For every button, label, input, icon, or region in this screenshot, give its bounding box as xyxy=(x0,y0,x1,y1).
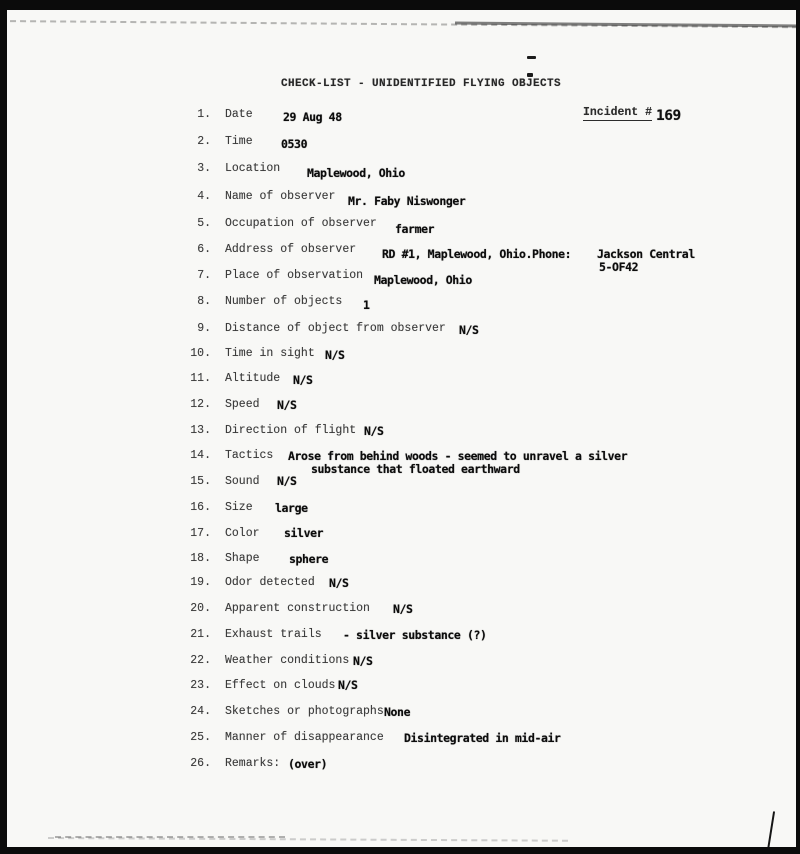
item-label: Effect on clouds xyxy=(225,679,336,692)
item-label: Color xyxy=(225,527,260,540)
item-number: 20. xyxy=(190,602,211,615)
item-value: N/S xyxy=(459,323,479,337)
item-value: farmer xyxy=(395,222,435,236)
item-label: Occupation of observer xyxy=(225,217,377,230)
scan-border-left xyxy=(0,0,7,854)
item-value: Mr. Faby Niswonger xyxy=(348,194,466,208)
item-value: N/S xyxy=(277,474,297,488)
checklist-item-time xyxy=(0,135,800,157)
item-value: large xyxy=(275,501,308,515)
item-value: Maplewood, Ohio xyxy=(374,273,472,287)
item-number: 6. xyxy=(197,243,211,256)
item-value: None xyxy=(384,705,411,719)
item-value: sphere xyxy=(289,552,329,566)
checklist-item-number-objects xyxy=(0,295,800,317)
checklist-item-speed xyxy=(0,398,800,420)
checklist-item-color xyxy=(0,527,800,549)
item-number: 14. xyxy=(190,449,211,462)
item-number: 11. xyxy=(190,372,211,385)
item-label: Odor detected xyxy=(225,576,315,589)
checklist-item-occupation xyxy=(0,217,800,239)
item-label: Manner of disappearance xyxy=(225,731,384,744)
item-value: 29 Aug 48 xyxy=(283,110,342,124)
item-label: Sketches or photographs xyxy=(225,705,384,718)
item-number: 2. xyxy=(197,135,211,148)
item-value: N/S xyxy=(325,348,345,362)
item-number: 18. xyxy=(190,552,211,565)
item-value-phone-exchange: Jackson Central xyxy=(597,247,695,261)
item-label: Name of observer xyxy=(225,190,336,203)
checklist-item-distance xyxy=(0,322,800,344)
scan-streak-bottom-dark xyxy=(55,836,285,838)
scan-speck xyxy=(527,56,536,59)
incident-label: Incident # xyxy=(583,106,653,119)
item-label: Altitude xyxy=(225,372,281,385)
item-value: silver xyxy=(284,526,324,540)
item-value: N/S xyxy=(353,654,373,668)
checklist-item-address xyxy=(0,243,800,274)
item-number: 12. xyxy=(190,398,211,411)
item-number: 1. xyxy=(197,108,211,121)
checklist-item-shape xyxy=(0,552,800,574)
checklist-item-sound xyxy=(0,475,800,497)
scan-stroke-bottom-right xyxy=(767,811,775,851)
item-label: Weather conditions xyxy=(225,654,350,667)
item-number: 7. xyxy=(197,269,211,282)
item-label: Exhaust trails xyxy=(225,628,322,641)
item-label: Time xyxy=(225,135,253,148)
item-number: 17. xyxy=(190,527,211,540)
checklist-item-place xyxy=(0,269,800,291)
item-value-phone-number: 5-OF42 xyxy=(599,260,639,274)
checklist-item-time-in-sight xyxy=(0,347,800,369)
checklist-item-tactics xyxy=(0,449,800,476)
item-number: 8. xyxy=(197,295,211,308)
checklist-item-observer-name xyxy=(0,190,800,212)
item-value: N/S xyxy=(329,576,349,590)
item-value: Disintegrated in mid-air xyxy=(404,731,561,745)
item-label: Tactics xyxy=(225,449,274,462)
item-label: Date xyxy=(225,108,253,121)
document-title: CHECK-LIST - UNIDENTIFIED FLYING OBJECTS xyxy=(281,78,562,90)
item-number: 25. xyxy=(190,731,211,744)
item-number: 26. xyxy=(190,757,211,770)
item-label: Distance of object from observer xyxy=(225,322,446,335)
checklist-item-clouds xyxy=(0,679,800,701)
item-value: 1 xyxy=(363,298,370,312)
item-label: Place of observation xyxy=(225,269,364,282)
item-label: Time in sight xyxy=(225,347,315,360)
item-value: N/S xyxy=(293,373,313,387)
checklist-item-location xyxy=(0,162,800,184)
item-value-line2: substance that floated earthward xyxy=(311,462,520,476)
item-number: 21. xyxy=(190,628,211,641)
checklist-item-size xyxy=(0,501,800,523)
checklist-item-weather xyxy=(0,654,800,676)
item-number: 19. xyxy=(190,576,211,589)
checklist-item-sketches xyxy=(0,705,800,727)
checklist-item-date xyxy=(0,108,800,130)
item-label: Remarks: xyxy=(225,757,281,770)
item-number: 4. xyxy=(197,190,211,203)
checklist-item-exhaust xyxy=(0,628,800,650)
item-label: Apparent construction xyxy=(225,602,370,615)
scan-border-bottom xyxy=(0,847,800,854)
item-value: Arose from behind woods - seemed to unravel a silver xyxy=(288,449,628,463)
item-number: 5. xyxy=(197,217,211,230)
item-value: 0530 xyxy=(281,137,308,151)
item-label: Shape xyxy=(225,552,260,565)
incident-number: 169 xyxy=(656,108,681,124)
item-value: - silver substance (?) xyxy=(343,628,487,642)
scan-speck xyxy=(527,73,533,77)
scan-border-right xyxy=(796,0,800,854)
checklist-item-altitude xyxy=(0,372,800,394)
item-number: 9. xyxy=(197,322,211,335)
checklist-item-direction xyxy=(0,424,800,446)
checklist-item-remarks xyxy=(0,757,800,779)
item-number: 24. xyxy=(190,705,211,718)
item-label: Address of observer xyxy=(225,243,357,256)
item-number: 16. xyxy=(190,501,211,514)
checklist-item-odor xyxy=(0,576,800,598)
item-label: Size xyxy=(225,501,253,514)
item-value: N/S xyxy=(364,424,384,438)
item-number: 23. xyxy=(190,679,211,692)
item-number: 15. xyxy=(190,475,211,488)
checklist-item-disappearance xyxy=(0,731,800,753)
item-number: 22. xyxy=(190,654,211,667)
scan-border-top xyxy=(0,0,800,10)
item-value: N/S xyxy=(338,678,358,692)
item-label: Location xyxy=(225,162,281,175)
item-label: Sound xyxy=(225,475,260,488)
item-label: Number of objects xyxy=(225,295,343,308)
item-value: Maplewood, Ohio xyxy=(307,166,405,180)
item-label: Speed xyxy=(225,398,260,411)
checklist-item-construction xyxy=(0,602,800,624)
item-number: 3. xyxy=(197,162,211,175)
item-value: (over) xyxy=(288,757,328,771)
item-label: Direction of flight xyxy=(225,424,357,437)
item-value: N/S xyxy=(277,398,297,412)
item-number: 13. xyxy=(190,424,211,437)
item-value: N/S xyxy=(393,602,413,616)
item-value: RD #1, Maplewood, Ohio.Phone: xyxy=(382,247,572,261)
item-number: 10. xyxy=(190,347,211,360)
